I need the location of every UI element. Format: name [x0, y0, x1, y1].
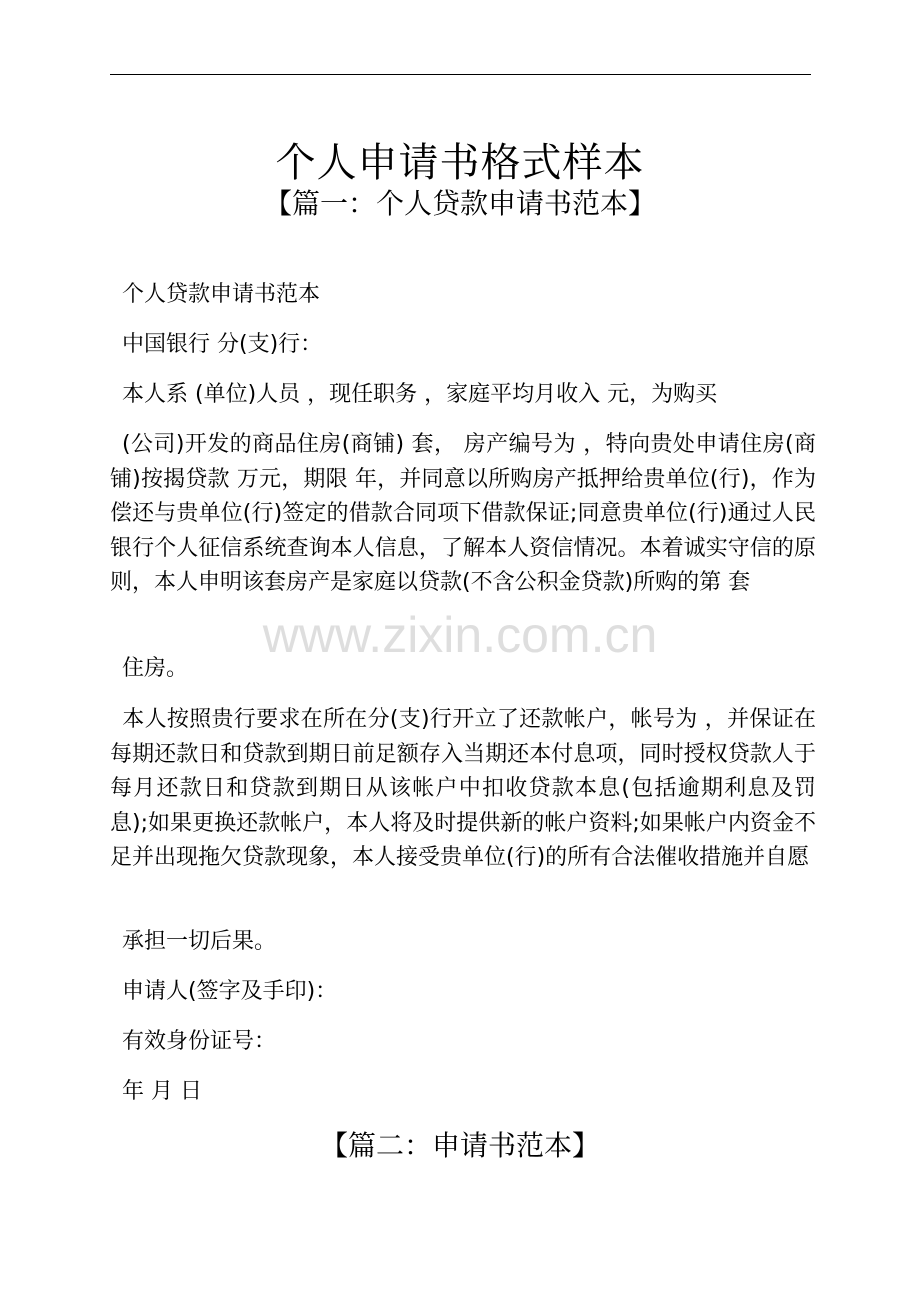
- addressee-line: 中国银行 分(支)行：: [122, 332, 323, 357]
- section-heading-1: 【篇一：个人贷款申请书范本】: [263, 187, 656, 220]
- repayment-paragraph: [110, 703, 816, 876]
- loan-request-paragraph: [110, 428, 816, 601]
- loan-application-subtitle: 个人贷款申请书范本: [122, 282, 321, 307]
- housing-line: 住房。: [122, 656, 189, 681]
- date-line: 年 月 日: [122, 1079, 202, 1104]
- top-rule: [110, 74, 811, 75]
- id-number-line: 有效身份证号：: [122, 1029, 277, 1054]
- repayment-text: 本人按照贵行要求在所在分(支)行开立了还款帐户，帐号为 ，并保证在每期还款日和贷款到期日前足额存入当期还本付息项，同时授权贷款人于每月还款日和贷款到期日从该帐户中扣收贷款本息(包括逾期利息及罚息);如果更换还款帐户，本人将及时提供新的帐户资料;如果帐户内资金不足并出现拖欠贷款现象，本人接受贵单位(行)的所有合法催收措施并自愿: [110, 707, 816, 870]
- intro-line: 本人系 (单位)人员 ，现任职务 ，家庭平均月收入 元，为购买: [122, 382, 718, 407]
- consequence-line: 承担一切后果。: [122, 929, 277, 954]
- section-heading-2: 【篇二：申请书范本】: [319, 1129, 600, 1162]
- document-title: 个人申请书格式样本: [275, 139, 645, 186]
- watermark: www.zixin.com.cn: [262, 607, 658, 663]
- loan-request-text: (公司)开发的商品住房(商铺) 套， 房产编号为 ，特向贵处申请住房(商铺)按揭贷款 万元，期限 年，并同意以所购房产抵押给贵单位(行)，作为偿还与贵单位(行)签定的借款合同项下借款保证;同意贵单位(行)通过人民银行个人征信系统查询本人信息，了解本人资信情况。本着诚实守信的原则，本人申明该套房产是家庭以贷款(不含公积金贷款)所购的第 套: [110, 432, 816, 595]
- applicant-signature-line: 申请人(签字及手印)：: [122, 979, 338, 1004]
